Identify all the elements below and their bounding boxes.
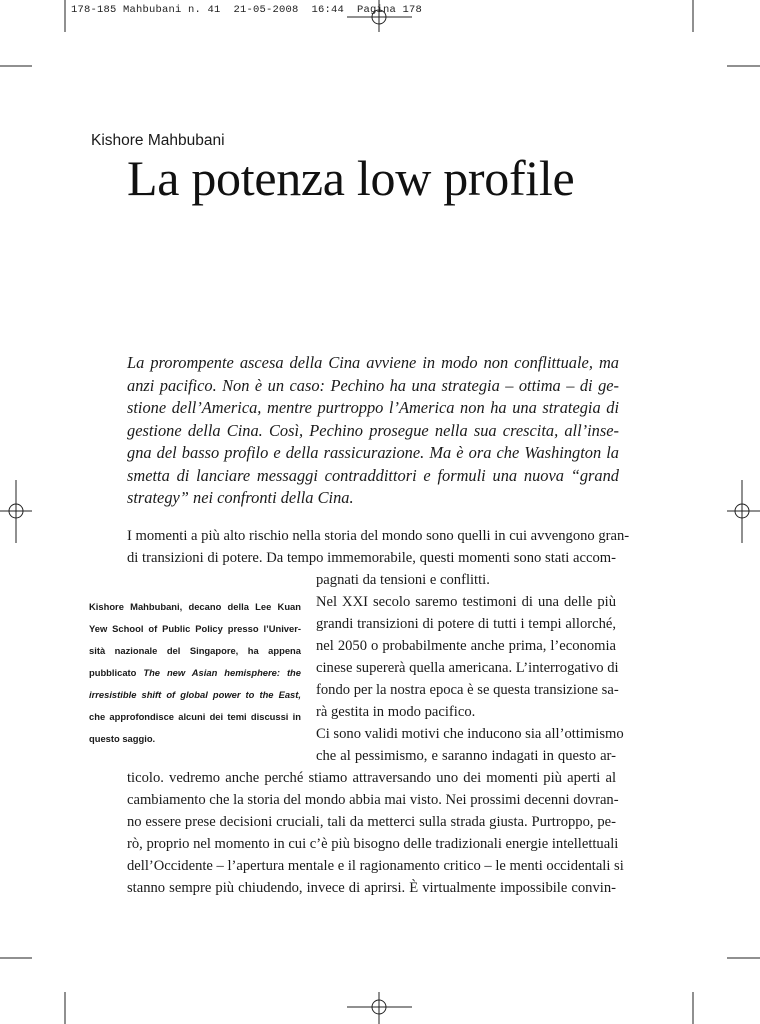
body-line: cinese supererà quella americana. L’interrogativo di (316, 660, 619, 676)
print-slug-line: 178-185 Mahbubani n. 41 21-05-2008 16:44 Pagina 178 (71, 4, 423, 16)
body-line: che al pessimismo, e saranno indagati in questo ar- (316, 748, 616, 764)
body-line: grandi transizioni di potere di tutti i tempi allorché, (316, 616, 616, 632)
body-line: cambiamento che la storia del mondo abbia mai visto. Nei prossimi decenni dovran- (127, 792, 619, 808)
author-bio-sidebar (89, 596, 301, 750)
body-line: ticolo. vedremo anche perché stiamo attraversando uno dei momenti più aperti al (127, 770, 616, 786)
article-title: La potenza low profile (127, 150, 575, 206)
article-abstract: La prorompente ascesa della Cina avviene in modo non conflittuale, ma anzi pacifico. Non è un caso: Pechino ha una strategia – ottima – di ge-stione dell’America, mentre purtroppo l’America non ha una strategia di gestione della Cina. Così, Pechino prosegue nella sua crescita, all’inse-gna del basso profilo e della rassicurazione. Ma è ora che Washington la smetta di lanciare messaggi contraddittori e formuli una nuova “grand strategy” nei confronti della Cina. (127, 353, 619, 507)
author-bio-text: Kishore Mahbubani, decano della Lee Kuan Yew School of Public Policy presso l’Univer-sità nazionale del Singapore, ha appena pubblicato (89, 601, 301, 678)
body-line: dell’Occidente – l’apertura mentale e il ragionamento critico – le menti occidentali si (127, 858, 624, 874)
body-line: rà gestita in modo pacifico. (316, 704, 476, 720)
body-line: fondo per la nostra epoca è se questa transizione sa- (316, 682, 619, 698)
body-line: Ci sono validi motivi che inducono sia all’ottimismo (316, 726, 624, 742)
body-line: I momenti a più alto rischio nella storia del mondo sono quelli in cui avvengono gran- (127, 528, 630, 544)
article-author: Kishore Mahbubani (91, 132, 225, 149)
body-line: nel 2050 o probabilmente anche prima, l’economia (316, 638, 616, 654)
body-line: stanno sempre più chiudendo, invece di aprirsi. È virtualmente impossibile convin- (127, 880, 616, 896)
body-line: rò, proprio nel momento in cui c’è più bisogno delle tradizionali energie intellettuali (127, 836, 619, 852)
body-line: di transizioni di potere. Da tempo immemorabile, questi momenti sono stati accom- (127, 550, 616, 566)
author-bio-text-end: che approfondisce alcuni dei temi discussi in questo saggio. (89, 711, 301, 744)
body-line: pagnati da tensioni e conflitti. (316, 572, 490, 588)
body-line: Nel XXI secolo saremo testimoni di una delle più (316, 594, 616, 610)
body-line: no essere prese decisioni cruciali, tali da metterci sulla strada giusta. Purtroppo, pe- (127, 814, 616, 830)
book-title: The new Asian hemisphere: the irresistible shift of global power to the East, (89, 667, 302, 700)
